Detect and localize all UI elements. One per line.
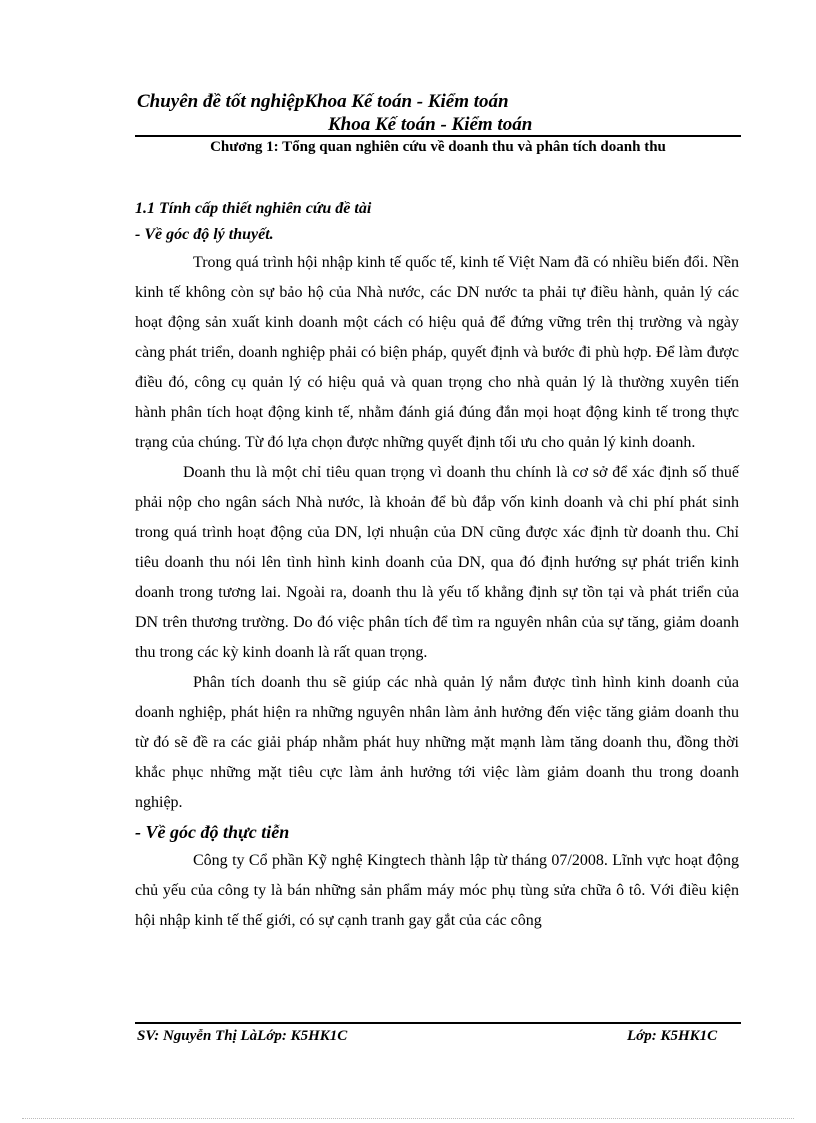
document-body (135, 196, 739, 936)
section-heading: 1.1 Tính cấp thiết nghiên cứu đề tài (135, 200, 372, 217)
footer-student: SV: Nguyễn Thị LàLớp: K5HK1C (137, 1028, 348, 1044)
footer-class: Lớp: K5HK1C (627, 1028, 718, 1044)
paragraph-2: Doanh thu là một chỉ tiêu quan trọng vì doanh thu chính là cơ sở để xác định số thuế phải nộp cho ngân sách Nhà nước, là khoản để bù đắp vốn kinh doanh và chi phí phát sinh trong quá trình hoạt động của DN, lợi nhuận của DN cũng được xác định từ doanh thu. Chỉ tiêu doanh thu nói lên tình hình kinh doanh của DN, qua đó định hướng sự phát triển kinh doanh trong tương lai. Ngoài ra, doanh thu là yếu tố khẳng định sự tồn tại và phát triển của DN trên thương trường. Do đó việc phân tích để tìm ra nguyên nhân của sự tăng, giảm doanh thu trong các kỳ kinh doanh là rất quan trọng. (135, 464, 739, 661)
chapter-title: Chương 1: Tổng quan nghiên cứu về doanh thu và phân tích doanh thu (210, 139, 666, 155)
header-line-2: Khoa Kế toán - Kiểm toán (328, 114, 533, 135)
paragraph-4: Công ty Cổ phần Kỹ nghệ Kingtech thành lập từ tháng 07/2008. Lĩnh vực hoạt động chủ yếu của công ty là bán những sản phẩm máy móc phụ tùng sửa chữa ô tô. Với điều kiện hội nhập kinh tế thế giới, có sự cạnh tranh gay gắt của các công (135, 852, 739, 929)
theory-subheading: - Về góc độ lý thuyết. (135, 226, 274, 243)
paragraph-3: Phân tích doanh thu sẽ giúp các nhà quản lý nắm được tình hình kinh doanh của doanh nghiệp, phát hiện ra những nguyên nhân làm ảnh hưởng đến việc tăng giảm doanh thu từ đó sẽ đề ra các giải pháp nhằm phát huy những mặt mạnh làm tăng doanh thu, đồng thời khắc phục những mặt tiêu cực làm ảnh hưởng tới việc làm giảm doanh thu trong doanh nghiệp. (135, 674, 739, 811)
page-boundary (22, 1118, 794, 1119)
header-divider (135, 135, 741, 137)
paragraph-1: Trong quá trình hội nhập kinh tế quốc tế, kinh tế Việt Nam đã có nhiều biến đổi. Nền kinh tế không còn sự bảo hộ của Nhà nước, các DN nước ta phải tự điều hành, quản lý các hoạt động sản xuất kinh doanh một cách có hiệu quả để đứng vững trên thị trường và ngày càng phát triển, doanh nghiệp phải có biện pháp, quyết định và bước đi phù hợp. Để làm được điều đó, công cụ quản lý có hiệu quả và quan trọng cho nhà quản lý là thường xuyên tiến hành phân tích hoạt động kinh tế, nhằm đánh giá đúng đắn mọi hoạt động kinh tế trong thực trạng của chúng. Từ đó lựa chọn được những quyết định tối ưu cho quản lý kinh doanh. (135, 254, 739, 451)
practice-subheading: - Về góc độ thực tiễn (135, 822, 290, 842)
header-line-1: Chuyên đề tốt nghiệpKhoa Kế toán - Kiểm toán (137, 91, 509, 112)
footer-divider (135, 1022, 741, 1024)
